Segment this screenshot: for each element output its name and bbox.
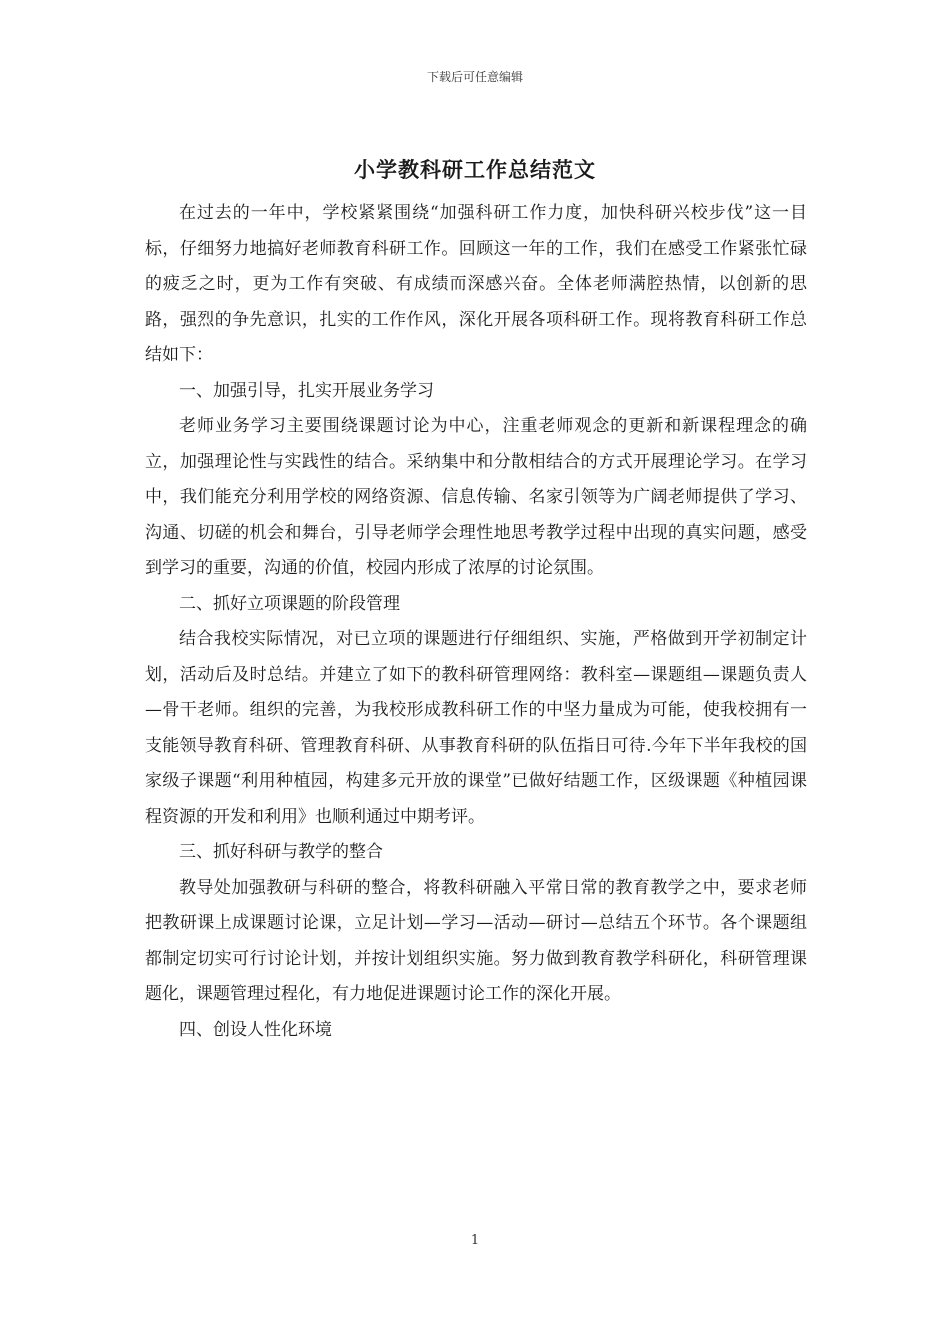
document-title: 小学教科研工作总结范文 (354, 157, 596, 182)
section-paragraph-3: 教导处加强教研与科研的整合，将教科研融入平常日常的教育教学之中，要求老师把教研课上成课题讨论课，立足计划—学习—活动—研讨—总结五个环节。各个课题组都制定切实可行讨论计划，并按计划组织实施。努力做到教育教学科研化，科研管理课题化，课题管理过程化，有力地促进课题讨论工作的深化开展。 (145, 877, 807, 1004)
document-body (145, 196, 807, 1048)
section-heading-3: 三、抓好科研与教学的整合 (179, 842, 383, 862)
intro-paragraph: 在过去的一年中，学校紧紧围绕“加强科研工作力度，加快科研兴校步伐”这一目标，仔细努力地搞好老师教育科研工作。回顾这一年的工作，我们在感受工作紧张忙碌的疲乏之时，更为工作有突破、有成绩而深感兴奋。全体老师满腔热情，以创新的思路，强烈的争先意识，扎实的工作作风，深化开展各项科研工作。现将教育科研工作总结如下： (145, 203, 807, 365)
section-paragraph-2: 结合我校实际情况，对已立项的课题进行仔细组织、实施，严格做到开学初制定计划，活动后及时总结。并建立了如下的教科研管理网络：教科室—课题组—课题负责人—骨干老师。组织的完善，为我校形成教科研工作的中坚力量成为可能，使我校拥有一支能领导教育科研、管理教育科研、从事教育科研的队伍指日可待.今年下半年我校的国家级子课题“利用种植园，构建多元开放的课堂”已做好结题工作，区级课题《种植园课程资源的开发和利用》也顺利通过中期考评。 (145, 629, 807, 827)
page-header-note: 下载后可任意编辑 (426, 70, 523, 84)
section-heading-2: 二、抓好立项课题的阶段管理 (179, 593, 400, 614)
section-paragraph-1: 老师业务学习主要围绕课题讨论为中心，注重老师观念的更新和新课程理念的确立，加强理论性与实践性的结合。采纳集中和分散相结合的方式开展理论学习。在学习中，我们能充分利用学校的网络资源、信息传输、名家引领等为广阔老师提供了学习、沟通、切磋的机会和舞台，引导老师学会理性地思考教学过程中出现的真实问题，感受到学习的重要，沟通的价值，校园内形成了浓厚的讨论氛围。 (145, 416, 807, 578)
section-heading-1: 一、加强引导，扎实开展业务学习 (179, 380, 434, 401)
page-number: 1 (470, 1233, 480, 1248)
section-heading-4: 四、创设人性化环境 (179, 1019, 332, 1040)
